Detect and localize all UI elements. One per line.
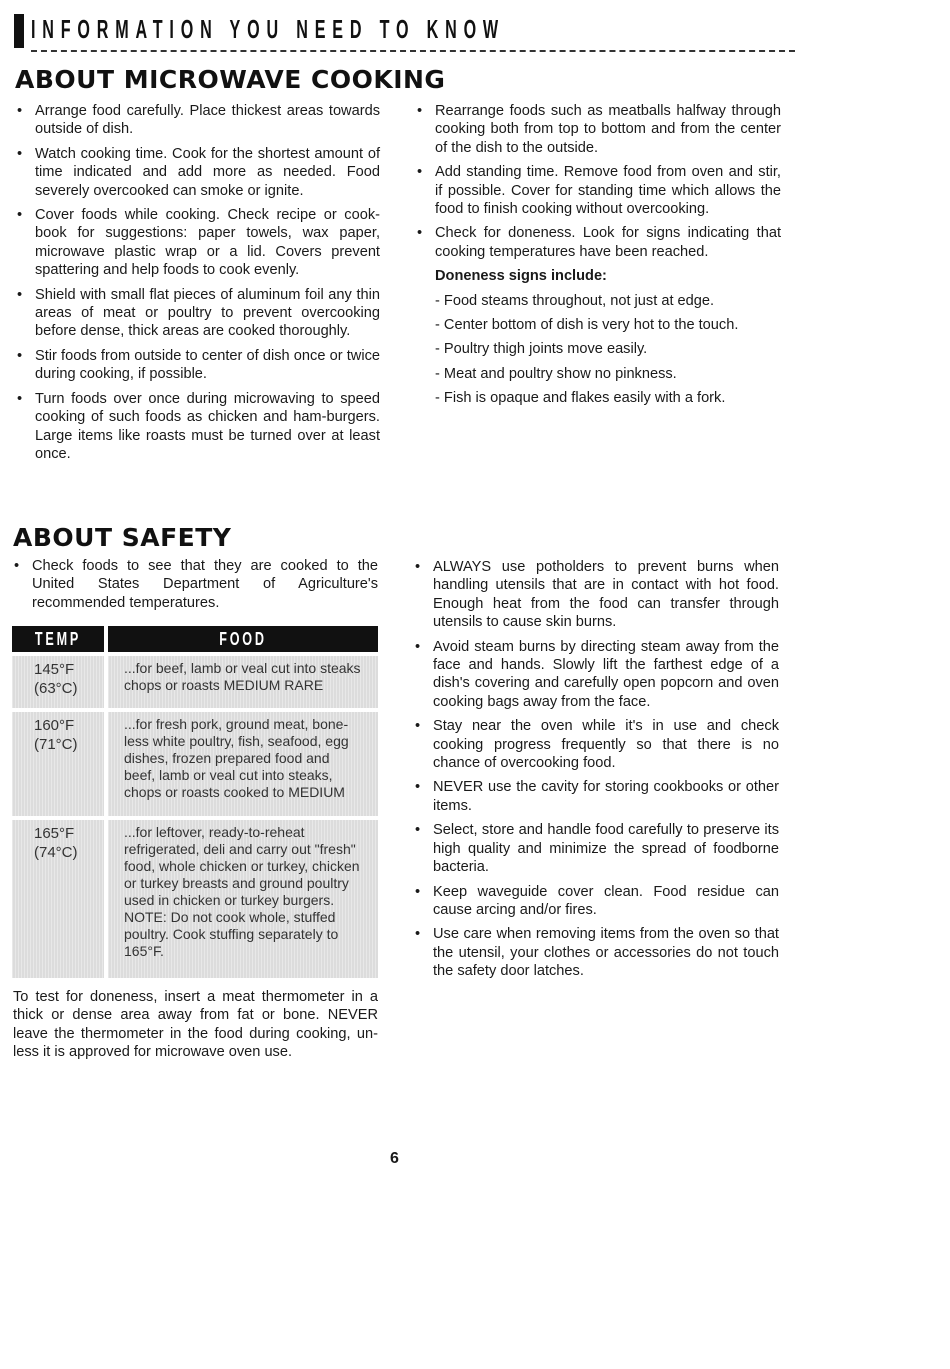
doneness-item: - Center bottom of dish is very hot to the touch. [435,317,739,334]
list-item: • Select, store and handle food carefully to preserve its high quality and minimize the spread of foodborne bacteria. [413,821,779,876]
list-item: • ALWAYS use potholders to prevent burns when handling utensils that are in contact with hot food. Enough heat from the food can transfer through utensils to cause skin burns. [413,558,779,632]
list-item: • Arrange food carefully. Place thickest areas towards outside of dish. [15,102,380,139]
list-item: • Cover foods while cooking. Check recipe or cook-book for suggestions: paper towels, wax paper, microwave plastic wrap or a lid. Covers prevent spattering and help foods to cook evenly. [15,206,380,280]
thermometer-paragraph: To test for doneness, insert a meat thermometer in a thick or dense area away from fat or bone. NEVER leave the thermometer in the food during cooking, un-less it is approved for microwave oven use. [13,989,378,1061]
list-item: • Keep waveguide cover clean. Food residue can cause arcing and/or fires. [413,883,779,920]
table-header [12,626,378,652]
table-row [12,712,378,816]
safety-right-column [413,558,779,987]
temp-cell: 145°F (63°C) [12,656,104,708]
food-cell: ...for beef, lamb or veal cut into steaks chops or roasts MEDIUM RARE [108,656,378,708]
page-header [14,14,782,52]
list-item: • Watch cooking time. Cook for the shortest amount of time indicated and add more as needed. Food severely overcooked can smoke or ignite. [15,145,380,200]
food-cell: ...for leftover, ready-to-reheat refrigerated, deli and carry out "fresh" food, whole chicken or turkey, chicken or turkey breasts and ground poultry used in chicken or turkey burgers. NOTE: Do not cook whole, stuffed poultry. Cook stuffing separately to 165°F. [108,820,378,978]
safety-intro-block [12,557,378,618]
list-item: • Check foods to see that they are cooked to the United States Department of Agriculture's recommended temperatures. [12,557,378,612]
doneness-item: - Meat and poultry show no pinkness. [435,365,677,382]
list-item: • Stay near the oven while it's in use and check cooking progress frequently so that there is no chance of overcooking food. [413,717,779,772]
microwave-section-title: ABOUT MICROWAVE COOKING [15,65,446,94]
list-item: • NEVER use the cavity for storing cookbooks or other items. [413,778,779,815]
header-dashed-rule [31,50,795,52]
doneness-item: - Fish is opaque and flakes easily with a fork. [435,390,726,407]
microwave-left-column [15,102,380,469]
safety-section-title: ABOUT SAFETY [13,523,232,552]
microwave-right-column [415,102,781,414]
header-bar [14,14,24,48]
table-row [12,656,378,708]
table-note: NOTE: Do not cook whole, stuffed poultry. Cook stuffing separately to 165°F. [124,909,339,959]
doneness-heading: Doneness signs include: [435,268,607,285]
table-row [12,820,378,978]
doneness-item: - Food steams throughout, not just at edge. [435,292,715,309]
temp-cell: 165°F (74°C) [12,820,104,978]
list-item: • Shield with small flat pieces of aluminum foil any thin areas of meat or poultry to prevent overcooking before dense, thick areas are cooked thoroughly. [15,286,380,341]
food-cell: ...for fresh pork, ground meat, bone-less white poultry, fish, seafood, egg dishes, frozen prepared food and beef, lamb or veal cut into steaks, chops or roasts cooked to MEDIUM [108,712,378,816]
list-item: • Add standing time. Remove food from oven and stir, if possible. Cover for standing time which allows the food to finish cooking without overcooking. [415,163,781,218]
list-item: • Turn foods over once during microwaving to speed cooking of such foods as chicken and ham-burgers. Large items like roasts must be turned over at least once. [15,390,380,464]
table-header-food: FOOD [108,626,378,652]
doneness-item: - Poultry thigh joints move easily. [435,341,648,358]
list-item: • Stir foods from outside to center of dish once or twice during cooking, if possible. [15,347,380,384]
header-title: INFORMATION YOU NEED TO KNOW [31,14,505,44]
temperature-table [12,626,378,978]
list-item: • Use care when removing items from the oven so that the utensil, your clothes or accessories do not touch the safety door latches. [413,925,779,980]
list-item: • Check for doneness. Look for signs indicating that cooking temperatures have been reached. [415,224,781,261]
temp-cell: 160°F (71°C) [12,712,104,816]
page-number: 6 [390,1150,399,1167]
table-header-temp: TEMP [12,626,104,652]
list-item: • Avoid steam burns by directing steam away from the face and hands. Slowly lift the farthest edge of a dish's covering and carefully open popcorn and oven cooking bags away from the face. [413,638,779,712]
list-item: • Rearrange foods such as meatballs halfway through cooking both from top to bottom and from the center of the dish to the outside. [415,102,781,157]
